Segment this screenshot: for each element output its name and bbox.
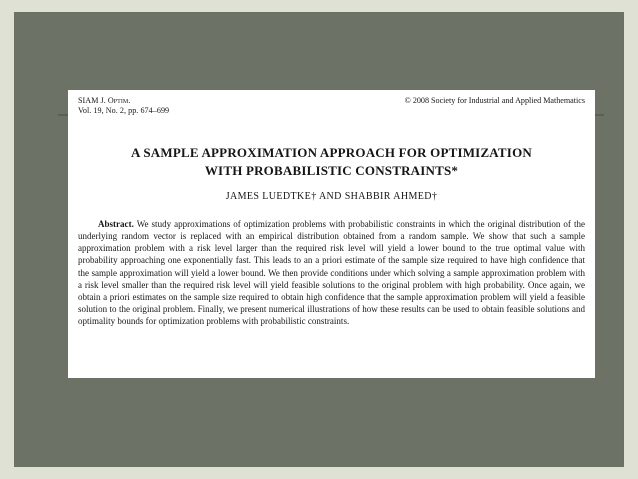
abstract-text: We study approximations of optimization problems with probabilistic constraints in which the original distribution of the underlying random vector is replaced with an empirical distribution obtained from a random sample. We show that such a sample approximation problem with a risk level larger than the required risk level will yield a lower bound to the true optimal value with probability approaching one exponentially fast. This leads to an a priori estimate of the sample size required to have high confidence that the sample approximation will yield a lower bound. We then provide conditions under which solving a sample approximation problem with a risk level smaller than the required risk level will yield feasible solutions to the original problem with high probability. Once again, we obtain a priori estimates on the sample size required to obtain high confidence that the sample approximation problem will yield a feasible solution to the original problem. Finally, we present numerical illustrations of how these results can be used to obtain feasible solutions and optimality bounds for optimization problems with probabilistic constraints. <box>78 219 585 327</box>
paper-excerpt <box>68 90 595 378</box>
journal-name: SIAM J. Optim. <box>78 96 131 105</box>
slide-background <box>14 12 624 467</box>
copyright-notice: © 2008 Society for Industrial and Applied Mathematics <box>404 96 585 105</box>
journal-volume: Vol. 19, No. 2, pp. 674–699 <box>78 106 170 115</box>
paper-title <box>78 144 585 180</box>
paper-abstract <box>78 218 585 327</box>
journal-citation <box>78 96 169 116</box>
paper-authors: JAMES LUEDTKE† AND SHABBIR AHMED† <box>225 191 438 202</box>
paper-title-line-1: A SAMPLE APPROXIMATION APPROACH FOR OPTIMIZATION <box>131 145 532 160</box>
abstract-label: Abstract. <box>98 219 134 229</box>
paper-title-line-2: WITH PROBABILISTIC CONSTRAINTS* <box>204 163 459 178</box>
